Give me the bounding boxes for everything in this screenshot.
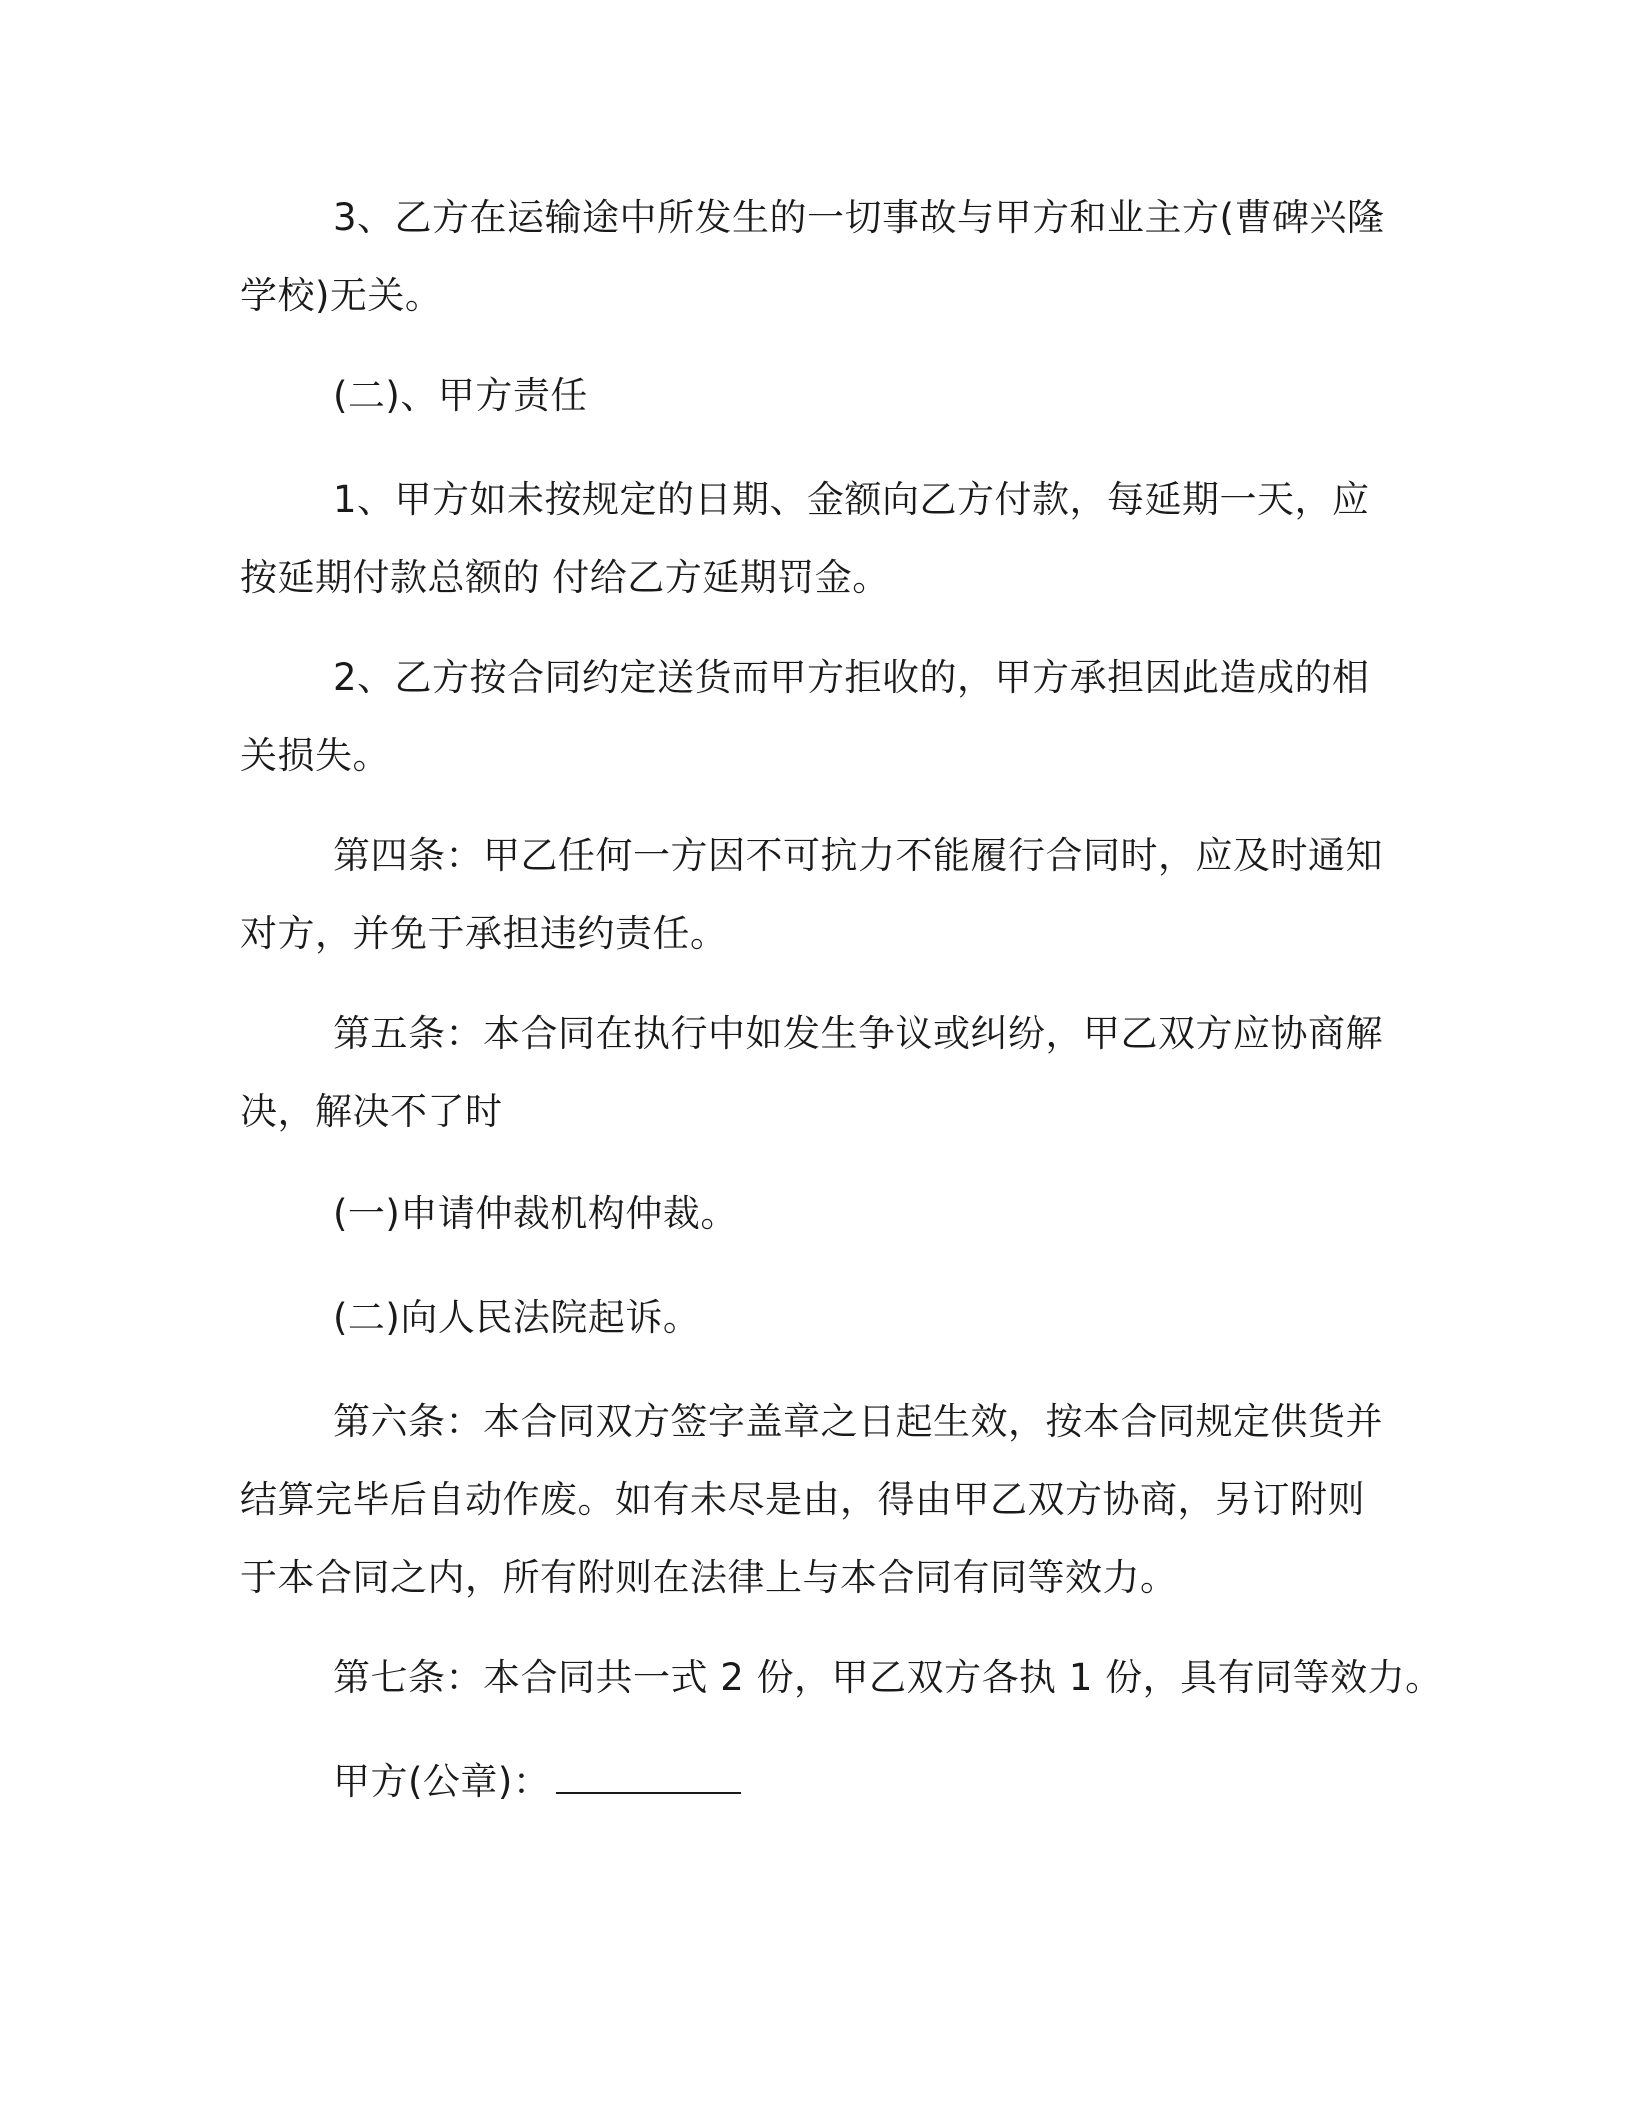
dispute-option-2: (二)向人民法院起诉。 xyxy=(333,1296,701,1339)
article-5-line-2: 决，解决不了时 xyxy=(240,1090,503,1133)
party-a-item-2-line-2: 关损失。 xyxy=(240,734,390,777)
article-6-line-3: 于本合同之内，所有附则在法律上与本合同有同等效力。 xyxy=(240,1556,1178,1599)
clause-3-line-2: 学校)无关。 xyxy=(240,274,443,317)
party-a-item-1-line-2: 按延期付款总额的 付给乙方延期罚金。 xyxy=(240,556,890,599)
clause-3-line-1: 3、乙方在运输途中所发生的一切事故与甲方和业主方(曹碑兴隆 xyxy=(333,196,1385,239)
article-4-line-2: 对方，并免于承担违约责任。 xyxy=(240,912,728,955)
party-a-seal-label: 甲方(公章)： xyxy=(333,1760,551,1803)
party-a-signature-line xyxy=(333,1760,741,1804)
article-4-line-1: 第四条：甲乙任何一方因不可抗力不能履行合同时，应及时通知 xyxy=(333,834,1383,877)
article-5-line-1: 第五条：本合同在执行中如发生争议或纠纷，甲乙双方应协商解 xyxy=(333,1012,1383,1055)
article-7-line: 第七条：本合同共一式 2 份，甲乙双方各执 1 份，具有同等效力。 xyxy=(333,1656,1443,1699)
party-a-item-1-line-1: 1、甲方如未按规定的日期、金额向乙方付款，每延期一天，应 xyxy=(333,478,1370,521)
dispute-option-1: (一)申请仲裁机构仲裁。 xyxy=(333,1192,738,1235)
party-a-signature-blank[interactable] xyxy=(556,1762,741,1794)
section-party-a-heading: (二)、甲方责任 xyxy=(333,374,588,417)
article-6-line-1: 第六条：本合同双方签字盖章之日起生效，按本合同规定供货并 xyxy=(333,1400,1383,1443)
party-a-item-2-line-1: 2、乙方按合同约定送货而甲方拒收的，甲方承担因此造成的相 xyxy=(333,656,1370,699)
article-6-line-2: 结算完毕后自动作废。如有未尽是由，得由甲乙双方协商，另订附则 xyxy=(240,1478,1365,1521)
